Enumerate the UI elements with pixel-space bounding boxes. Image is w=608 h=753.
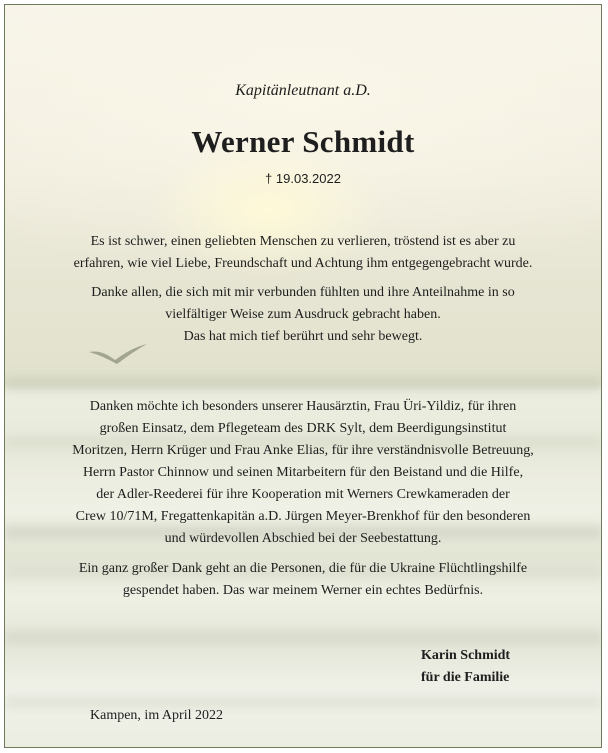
signature-name: Karin Schmidt: [421, 648, 511, 663]
place-date: Kampen, im April 2022: [90, 708, 223, 723]
text-line: Danken möchte ich besonders unserer Hausärztin, Frau Üri-Yildiz, für ihren: [89, 399, 517, 414]
text-line: Das hat mich tief berührt und sehr bewegt.: [183, 329, 423, 344]
text-line: Crew 10/71M, Fregattenkapitän a.D. Jürgen Meyer-Brenkhof für den besonderen: [75, 509, 531, 524]
paragraph-donation: [5, 558, 601, 602]
signature: [421, 645, 510, 689]
text-line: Moritzen, Herrn Krüger und Frau Anke Elias, für ihre verständnisvolle Betreuung,: [72, 443, 534, 458]
text-line: Danke allen, die sich mit mir verbunden fühlten und ihre Anteilnahme in so: [91, 285, 515, 300]
text-line: großen Einsatz, dem Pflegeteam des DRK Sylt, dem Beerdigungsinstitut: [99, 421, 507, 436]
wave-stripe: [5, 695, 601, 709]
obituary-card: [4, 4, 602, 748]
text-line: vielfältiger Weise zum Ausdruck gebracht haben.: [165, 307, 441, 322]
text-line: und würdevollen Abschied bei der Seebestattung.: [164, 531, 442, 546]
wave-stripe: [5, 630, 601, 644]
signature-family: für die Familie: [421, 670, 510, 685]
rank-title: Kapitänleutnant a.D.: [235, 82, 371, 99]
death-date: † 19.03.2022: [265, 171, 341, 186]
paragraph-intro: [5, 231, 601, 275]
text-line: Herrn Pastor Chinnow und seinen Mitarbeitern für den Beistand und die Hilfe,: [82, 465, 524, 480]
text-line: gespendet haben. Das war meinem Werner ein echtes Bedürfnis.: [122, 583, 484, 598]
deceased-name: Werner Schmidt: [191, 124, 415, 159]
text-line: Ein ganz großer Dank geht an die Personen, die für die Ukraine Flüchtlingshilfe: [78, 561, 528, 576]
text-line: erfahren, wie viel Liebe, Freundschaft und Achtung ihm entgegengebracht wurde.: [73, 256, 533, 271]
paragraph-special-thanks: [5, 396, 601, 550]
wave-stripe: [5, 377, 601, 391]
text-line: Es ist schwer, einen geliebten Menschen zu verlieren, tröstend ist es aber zu: [90, 234, 516, 249]
paragraph-thanks: [5, 282, 601, 348]
text-line: der Adler-Reederei für ihre Kooperation mit Werners Crewkameraden der: [96, 487, 510, 502]
